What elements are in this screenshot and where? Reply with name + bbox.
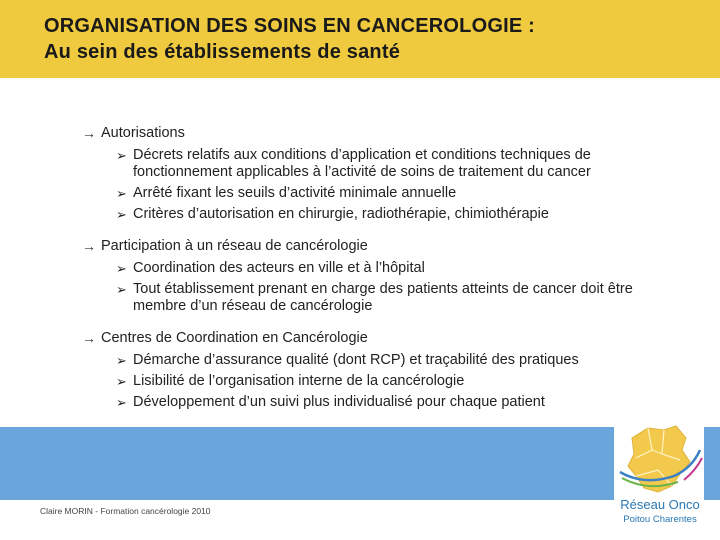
list-item: [116, 373, 682, 390]
logo-subtitle: Poitou Charentes: [623, 514, 697, 525]
list-item: [116, 260, 682, 277]
chevron-right-icon: ➢: [116, 186, 127, 201]
list-item-text: Développement d’un suivi plus individualisé pour chaque patient: [133, 394, 545, 410]
logo-title: Réseau Onco: [620, 497, 700, 512]
section-heading: [82, 237, 682, 256]
reseau-onco-logo: [606, 420, 714, 532]
chevron-right-icon: ➢: [116, 395, 127, 410]
list-item-text: Décrets relatifs aux conditions d’application et conditions techniques de fonctionnement applicables à l’activité de soins de traitement du cancer: [133, 147, 591, 180]
chevron-right-icon: ➢: [116, 374, 127, 389]
section-items: [116, 352, 682, 411]
chevron-right-icon: ➢: [116, 261, 127, 276]
section-items: [116, 147, 682, 223]
section-heading: [82, 124, 682, 143]
section-heading-label: Participation à un réseau de cancérologie: [101, 238, 368, 254]
chevron-right-icon: ➢: [116, 148, 127, 163]
title-line-2: Au sein des établissements de santé: [44, 41, 401, 63]
list-item-text: Démarche d’assurance qualité (dont RCP) et traçabilité des pratiques: [133, 352, 579, 368]
list-item-text: Lisibilité de l’organisation interne de la cancérologie: [133, 373, 465, 389]
chevron-right-icon: ➢: [116, 353, 127, 368]
list-item-text: Arrêté fixant les seuils d’activité minimale annuelle: [133, 185, 457, 201]
slide-content: [82, 124, 682, 425]
right-arrow-icon: →: [82, 125, 96, 141]
list-item: [116, 185, 682, 202]
section-participation-reseau: [82, 237, 682, 315]
section-heading: [82, 329, 682, 348]
section-heading-label: Centres de Coordination en Cancérologie: [101, 330, 368, 346]
section-items: [116, 260, 682, 315]
section-autorisations: [82, 124, 682, 223]
list-item-text: Tout établissement prenant en charge des patients atteints de cancer doit être membre d’un réseau de cancérologie: [133, 281, 633, 314]
list-item-text: Coordination des acteurs en ville et à l’hôpital: [133, 260, 425, 276]
list-item: [116, 147, 682, 181]
section-centres-coordination: [82, 329, 682, 411]
list-item: [116, 352, 682, 369]
chevron-right-icon: ➢: [116, 282, 127, 297]
list-item-text: Critères d’autorisation en chirurgie, radiothérapie, chimiothérapie: [133, 206, 549, 222]
right-arrow-icon: →: [82, 330, 96, 346]
list-item: [116, 206, 682, 223]
chevron-right-icon: ➢: [116, 207, 127, 222]
right-arrow-icon: →: [82, 238, 96, 254]
list-item: [116, 394, 682, 411]
footer-credit: Claire MORIN - Formation cancérologie 2010: [40, 506, 211, 516]
region-map-logo-icon: [614, 420, 704, 500]
title-line-1: ORGANISATION DES SOINS EN CANCEROLOGIE :: [44, 15, 535, 37]
slide-title: [44, 13, 535, 65]
section-heading-label: Autorisations: [101, 125, 185, 141]
list-item: [116, 281, 682, 315]
